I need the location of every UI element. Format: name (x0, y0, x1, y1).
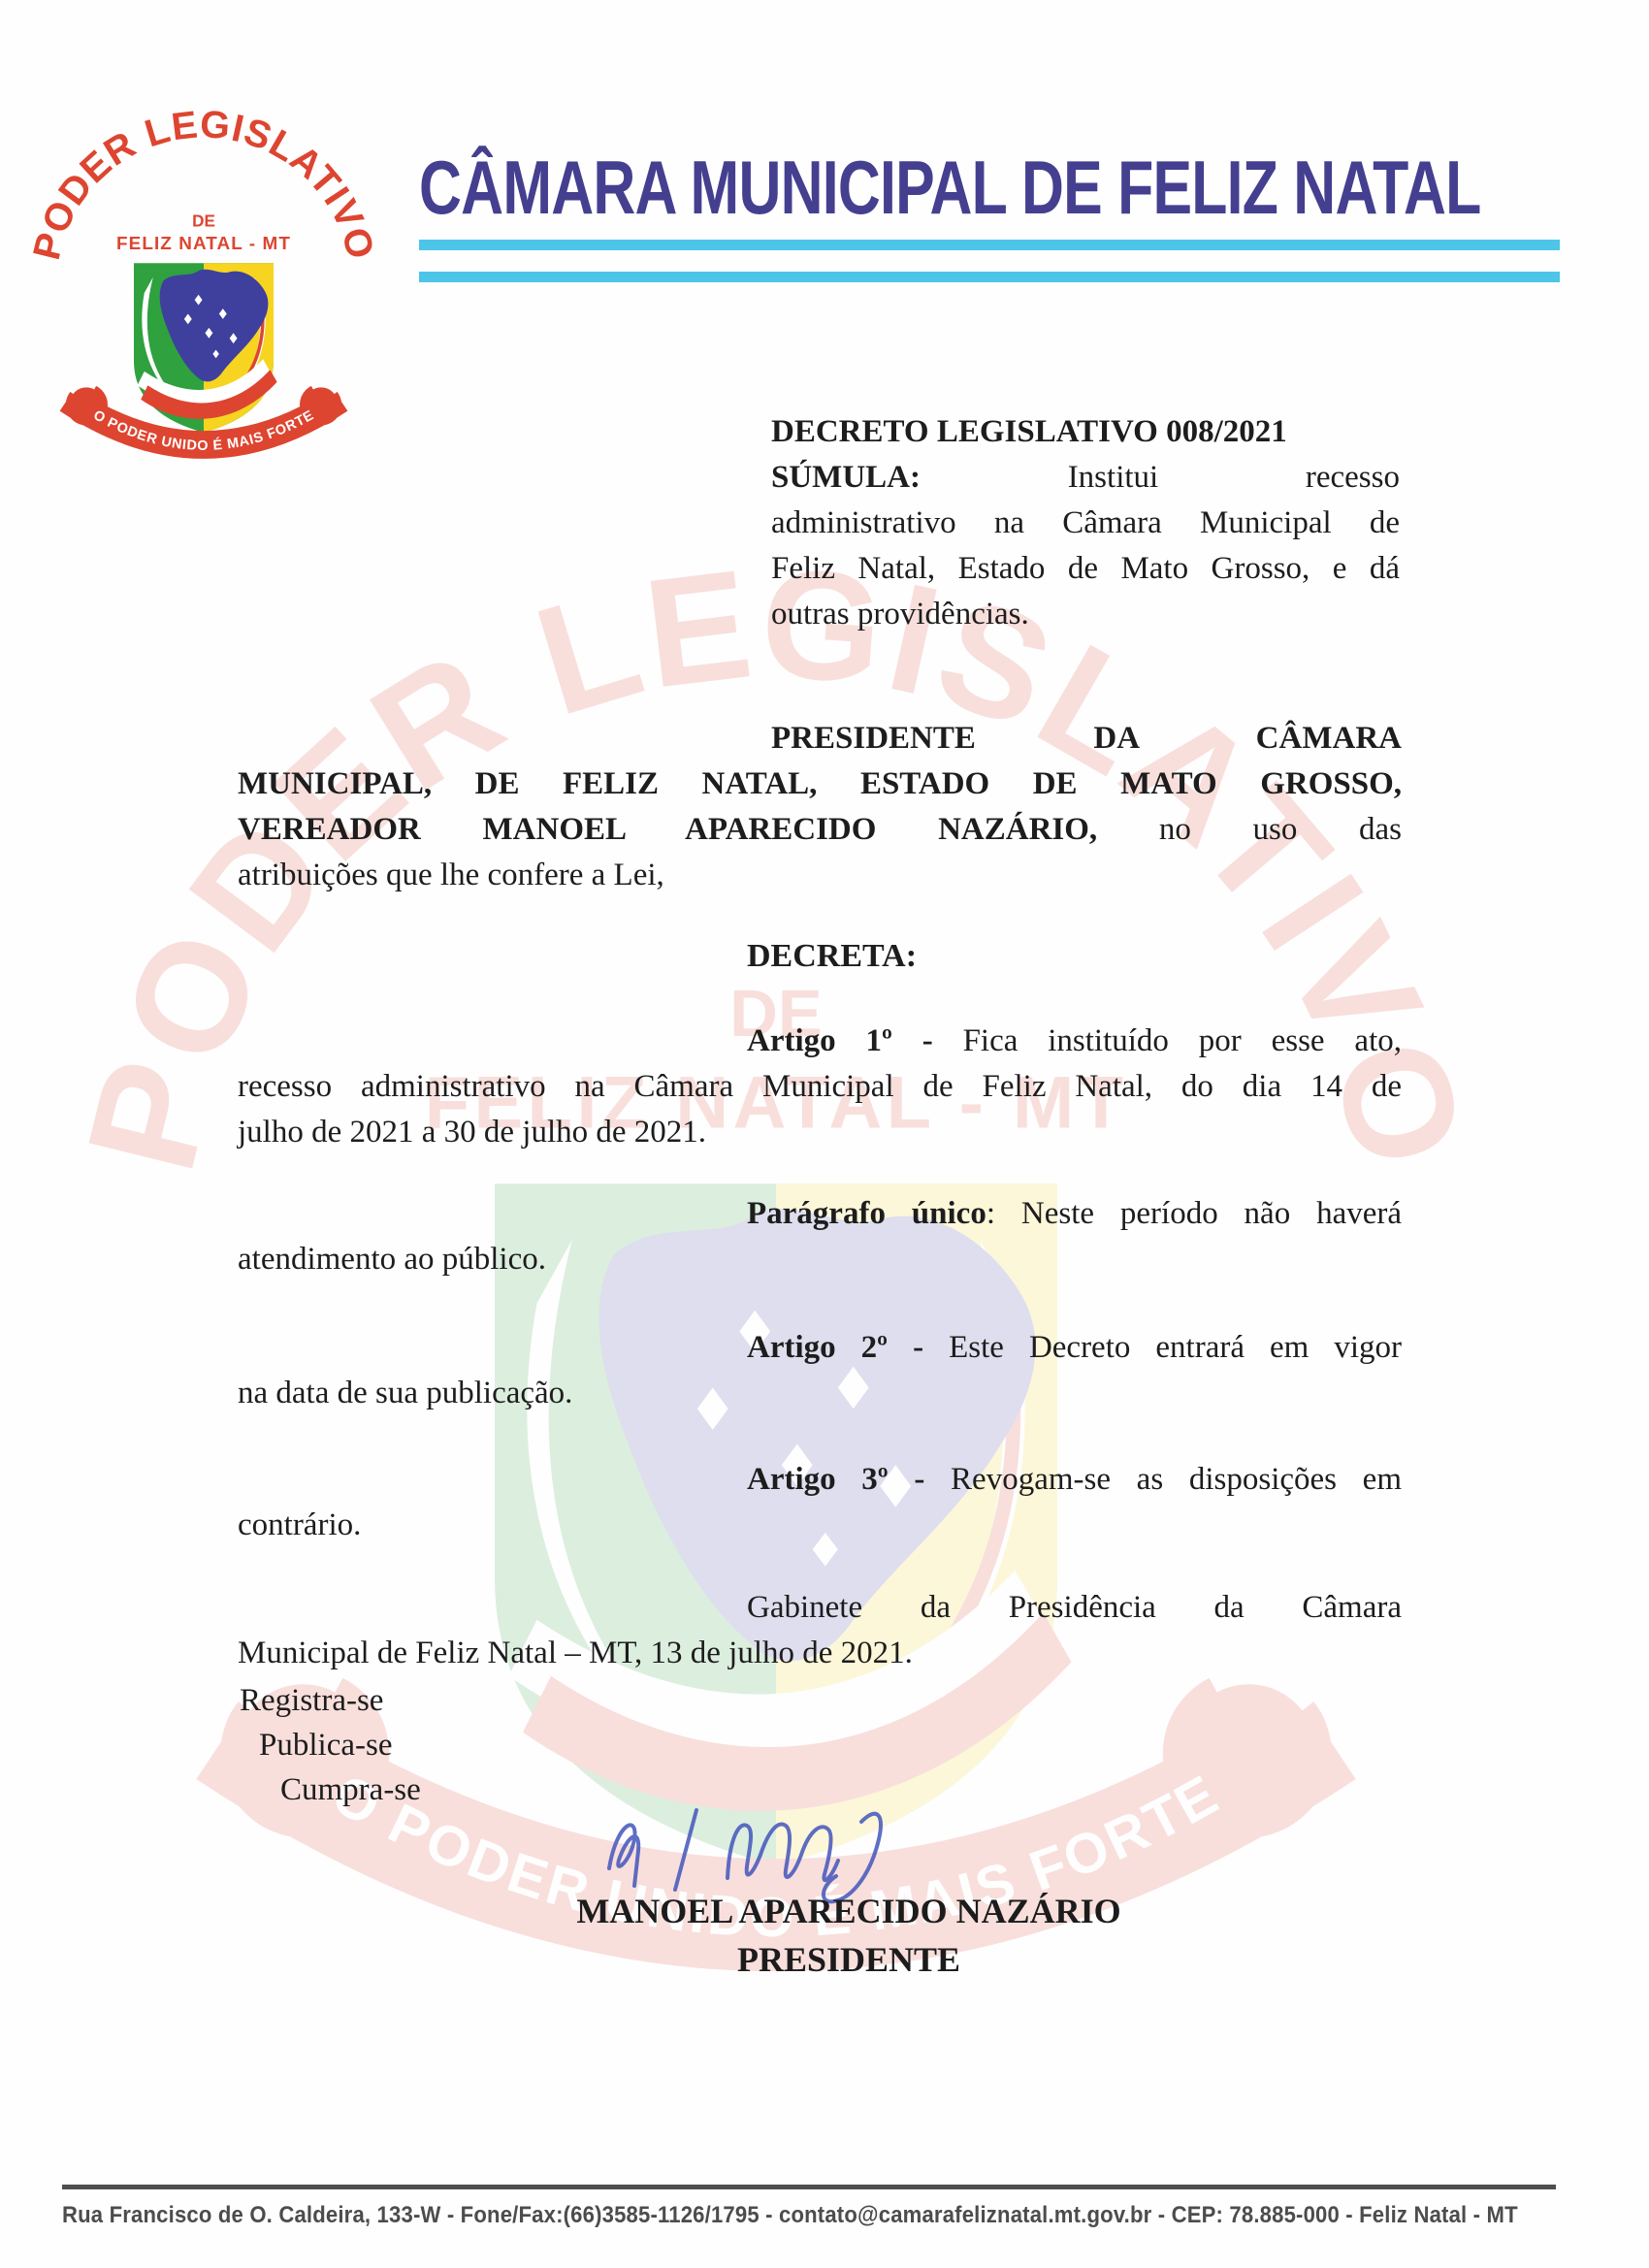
sumula-line-2: administrativo na Câmara Municipal de (771, 505, 1400, 540)
sumula-line-1-text: Institui recesso (921, 460, 1400, 495)
sumula-line-1 (771, 455, 1400, 501)
page-title: CÂMARA MUNICIPAL DE FELIZ NATAL (419, 145, 1481, 230)
opening-line-2: MUNICIPAL, DE FELIZ NATAL, ESTADO DE MATO GROSSO, (238, 766, 1402, 801)
paragrafo-line-2: atendimento ao público. (238, 1242, 546, 1277)
article-2-line-2: na data de sua publicação. (238, 1376, 573, 1410)
article-1-label: Artigo 1º - (747, 1023, 933, 1058)
decree-heading: DECRETO LEGISLATIVO 008/2021 (771, 414, 1287, 449)
article-2 (238, 1325, 1402, 1416)
article-1 (238, 1019, 1402, 1155)
article-3-line-2: contrário. (238, 1507, 362, 1542)
sumula-line-4: outras providências. (771, 597, 1029, 632)
registra-se: Registra-se (240, 1683, 384, 1718)
article-1-line-3: julho de 2021 a 30 de julho de 2021. (238, 1115, 707, 1150)
decreta-heading: DECRETA: (747, 938, 918, 974)
article-2-label: Artigo 2º - (747, 1330, 924, 1365)
article-3-line-1 (238, 1457, 1402, 1503)
article-1-line-1-text: Fica instituído por esse ato, (932, 1023, 1402, 1058)
municipal-logo (29, 53, 378, 504)
article-3-line-1-text: Revogam-se as disposições em (924, 1462, 1402, 1497)
article-1-line-1 (238, 1019, 1402, 1064)
gabinete-line-2: Municipal de Feliz Natal – MT, 13 de julho de 2021. (238, 1636, 913, 1670)
opening-line-3 (238, 807, 1402, 853)
gabinete-paragraph (238, 1585, 1402, 1676)
article-1-line-2: recesso administrativo na Câmara Municipal de Feliz Natal, do dia 14 de (238, 1069, 1402, 1104)
article-2-line-1-text: Este Decreto entrará em vigor (923, 1330, 1402, 1365)
paragrafo-line-1-text: : Neste período não haverá (986, 1196, 1403, 1231)
publica-se: Publica-se (259, 1728, 393, 1763)
opening-line-3-bold: VEREADOR MANOEL APARECIDO NAZÁRIO, (238, 812, 1098, 847)
signature-block (407, 1887, 1290, 1984)
footer-rule (62, 2185, 1556, 2189)
paragrafo-label: Parágrafo único (747, 1196, 986, 1231)
gabinete-line-1: Gabinete da Presidência da Câmara (747, 1590, 1402, 1625)
decree-heading-block (771, 409, 1400, 637)
opening-line-3-regular: no uso das (1097, 812, 1402, 847)
article-3 (238, 1457, 1402, 1548)
accent-bar-bottom (419, 272, 1560, 282)
paragrafo-unico (238, 1191, 1402, 1282)
opening-paragraph (238, 716, 1402, 898)
opening-line-4: atribuições que lhe confere a Lei, (238, 858, 664, 892)
article-3-label: Artigo 3º - (747, 1462, 925, 1497)
footer-address: Rua Francisco de O. Caldeira, 133-W - Fone/Fax:(66)3585-1126/1795 - contato@camarafeliznatal.mt.gov.br - CEP: 78.885-000 - Feliz Natal - MT (62, 2202, 1518, 2228)
article-2-line-1 (238, 1325, 1402, 1371)
sumula-label: SÚMULA: (771, 460, 921, 495)
accent-bar-top (419, 240, 1560, 250)
sumula-line-3: Feliz Natal, Estado de Mato Grosso, e dá (771, 551, 1400, 586)
signer-role: PRESIDENTE (736, 1940, 961, 1979)
cumpra-se: Cumpra-se (280, 1772, 421, 1807)
opening-line-1: PRESIDENTE DA CÂMARA (771, 721, 1402, 756)
signer-name: MANOEL APARECIDO NAZÁRIO (576, 1892, 1121, 1930)
paragrafo-line-1 (238, 1191, 1402, 1237)
